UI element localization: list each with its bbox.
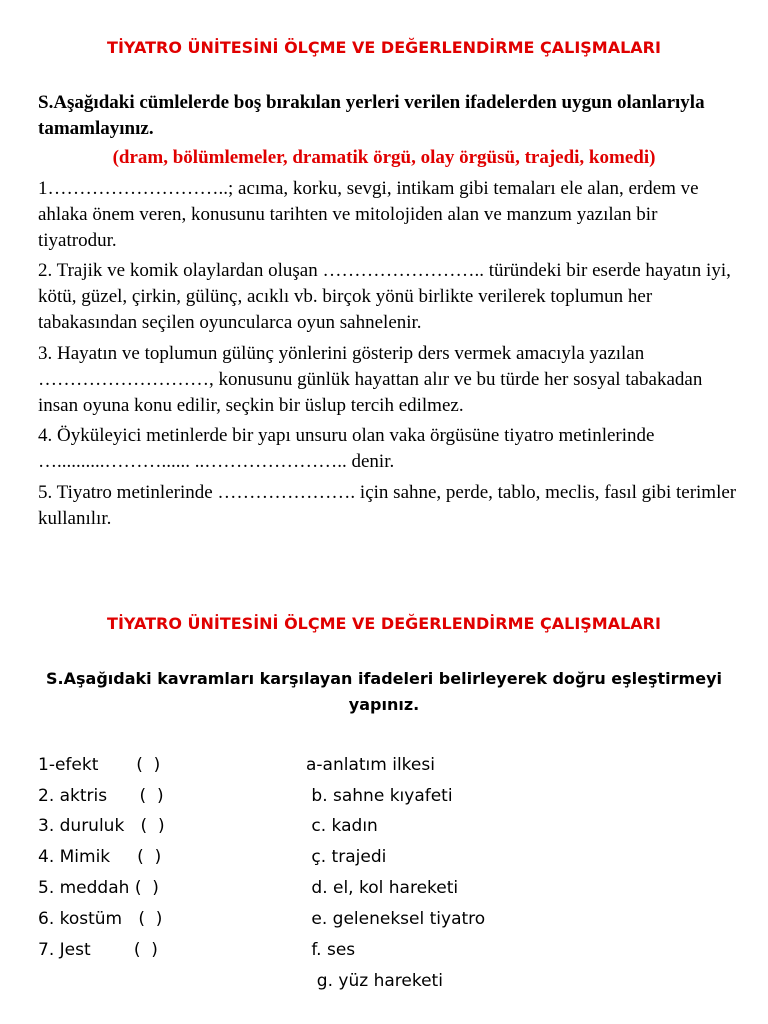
match-left-1: 1-efekt ( ) [38, 755, 161, 775]
match-left-3: 3. duruluk ( ) [38, 816, 165, 836]
matching-question: S.Aşağıdaki kavramları karşılayan ifadeleri belirleyerek doğru eşleştirmeyi yapınız. [46, 669, 722, 714]
section2-title: TİYATRO ÜNİTESİNİ ÖLÇME VE DEĞERLENDİRME ÇALIŞMALARI [107, 614, 661, 633]
answer-options: (dram, bölümlemeler, dramatik örgü, olay örgüsü, trajedi, komedi) [112, 147, 656, 168]
fill-item-3: 3. Hayatın ve toplumun gülünç yönlerini gösterip ders vermek amacıyla yazılan ………………………, konusunu günlük hayattan alır ve bu türde her sosyal tabakadan insan oyuna konu edilir, seçkin bir üslup tercih edilmez. [38, 343, 703, 416]
match-right-c-cedilla: ç. trajedi [306, 847, 387, 867]
match-left-7: 7. Jest ( ) [38, 940, 158, 960]
match-right-d: d. el, kol hareketi [306, 878, 459, 898]
match-right-b: b. sahne kıyafeti [306, 786, 453, 806]
match-left-6: 6. kostüm ( ) [38, 909, 163, 929]
match-right-g: g. yüz hareketi [306, 971, 443, 991]
fill-item-5: 5. Tiyatro metinlerinde …………………. için sahne, perde, tablo, meclis, fasıl gibi terimler kullanılır. [38, 482, 737, 529]
fill-item-4: 4. Öyküleyici metinlerde bir yapı unsuru olan vaka örgüsüne tiyatro metinlerinde …..........………...... ..………………….. denir. [38, 425, 655, 472]
match-right-c: c. kadın [306, 816, 378, 836]
match-left-5: 5. meddah ( ) [38, 878, 159, 898]
match-left-4: 4. Mimik ( ) [38, 847, 162, 867]
fill-item-1: 1………………………..; acıma, korku, sevgi, intikam gibi temaları ele alan, erdem ve ahlaka önem veren, konusunu tarihten ve mitolojiden alan ve manzum yazılan bir tiyatrodur. [38, 178, 699, 251]
fill-item-2: 2. Trajik ve komik olaylardan oluşan …………………….. türündeki bir eserde hayatın iyi, kötü, güzel, çirkin, gülünç, acıklı vb. birçok yönü birlikte verilerek toplumun her tabakasından seçilen oyuncularca oyun sahnelenir. [38, 260, 731, 333]
section1-title: TİYATRO ÜNİTESİNİ ÖLÇME VE DEĞERLENDİRME ÇALIŞMALARI [107, 38, 661, 57]
match-left-2: 2. aktris ( ) [38, 786, 164, 806]
match-right-a: a-anlatım ilkesi [306, 755, 435, 775]
match-right-e: e. geleneksel tiyatro [306, 909, 486, 929]
match-right-f: f. ses [306, 940, 356, 960]
fill-in-question: S.Aşağıdaki cümlelerde boş bırakılan yerleri verilen ifadelerden uygun olanlarıyla tamamlayınız. [38, 92, 705, 139]
